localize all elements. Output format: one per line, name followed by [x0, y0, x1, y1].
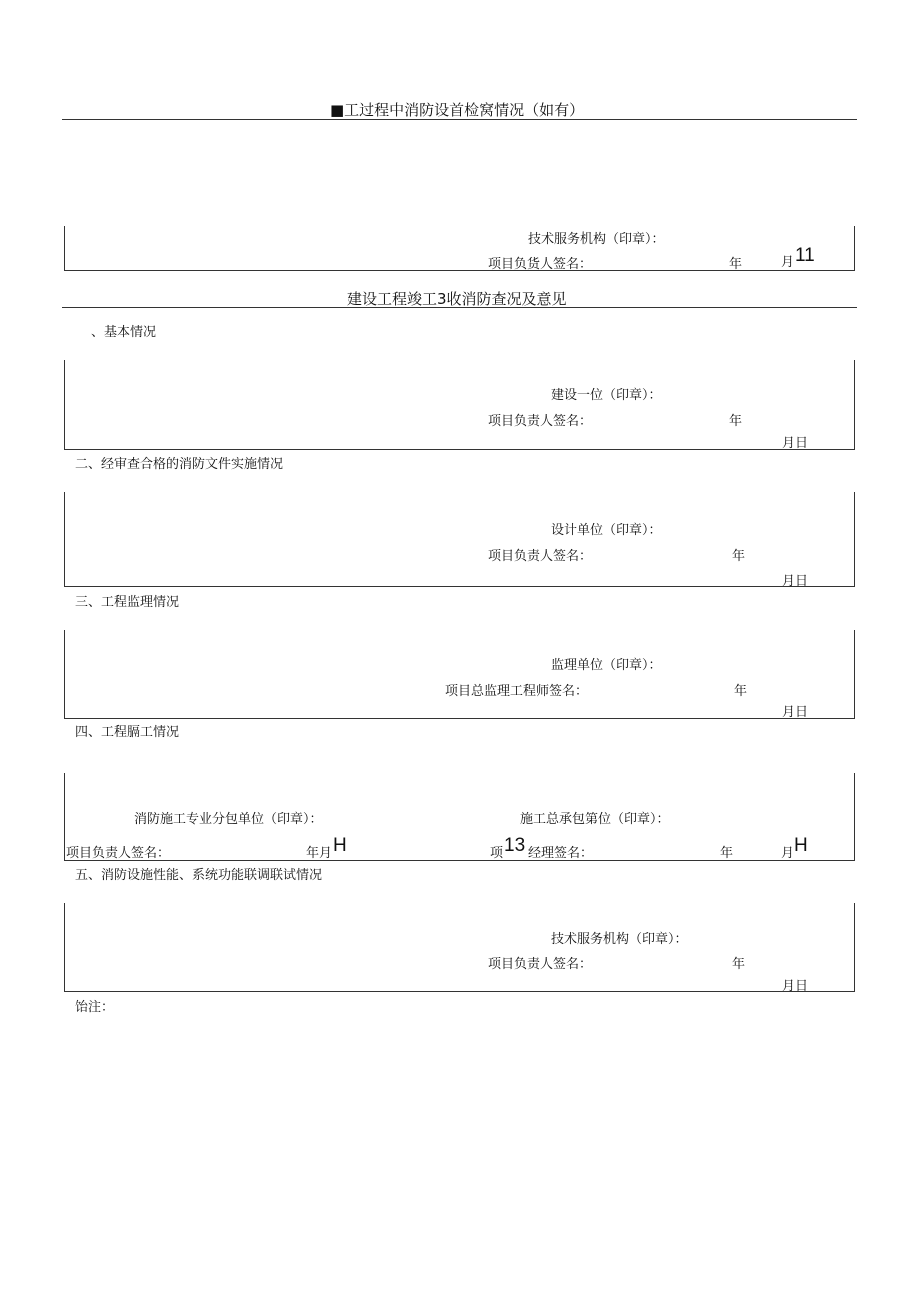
testing-box — [64, 903, 855, 992]
supervision-year: 年 — [734, 684, 748, 699]
supervision-org-label: 监理单位（印章）： — [551, 658, 662, 673]
testing-label: 五、消防设施性能、系统功能联调联试情况 — [75, 868, 323, 883]
supervision-label: 三、工程监理情况 — [75, 595, 180, 610]
testing-signer-label: 项目负责人签名： — [488, 957, 593, 972]
section1-signer-label: 项目负货人签名： — [488, 257, 593, 272]
supervision-month-day: 月日 — [782, 705, 809, 720]
basic-info-box — [64, 360, 855, 450]
construction-right-year: 年 — [720, 846, 734, 861]
section1-month-number: 11 — [795, 245, 815, 266]
construction-right-month: 月 — [781, 846, 795, 861]
testing-month-day: 月日 — [782, 979, 809, 994]
section1-heading: ■工过程中消防设首检窝情况（如有） — [330, 101, 585, 119]
basic-info-month-day: 月日 — [782, 436, 809, 451]
construction-label: 四、工程膈工情况 — [75, 725, 180, 740]
construction-main-contractor-org: 施工总承包第位（印章）： — [520, 812, 670, 827]
construction-right-signer-num: 13 — [504, 835, 526, 856]
section2-heading-rule — [62, 307, 857, 308]
design-docs-box — [64, 492, 855, 587]
section1-heading-rule — [62, 119, 857, 120]
section1-year: 年 — [729, 257, 743, 272]
design-docs-label: 二、经审查合格的消防文件实施情况 — [75, 457, 284, 472]
section1-org-label: 技术服务机构（印章）： — [528, 232, 665, 247]
construction-left-date: 年月 — [306, 846, 333, 861]
basic-info-signer-label: 项目负责人签名： — [488, 414, 593, 429]
section2-heading: 建设工程竣工3收消防查况及意见 — [347, 290, 567, 308]
construction-right-h: H — [794, 835, 808, 856]
testing-year: 年 — [732, 957, 746, 972]
basic-info-label: 、基本情况 — [91, 325, 157, 340]
construction-right-signer-pre: 项 — [490, 846, 504, 861]
design-docs-org-label: 设计单位（印章）： — [551, 523, 662, 538]
basic-info-year: 年 — [729, 414, 743, 429]
design-docs-signer-label: 项目负责人签名： — [488, 549, 593, 564]
note-label: 饴注： — [75, 1000, 115, 1015]
supervision-signer-label: 项目总监理工程师签名： — [445, 684, 589, 699]
design-docs-year: 年 — [732, 549, 746, 564]
design-docs-month-day: 月日 — [782, 574, 809, 589]
testing-org-label: 技术服务机构（印章）： — [551, 932, 688, 947]
construction-left-signer: 项目负责人签名： — [66, 846, 171, 861]
construction-right-signer-post: 经理签名： — [528, 846, 594, 861]
construction-subcontractor-org: 消防施工专业分包单位（印章）： — [134, 812, 323, 827]
construction-left-h: H — [333, 835, 347, 856]
section1-month: 月 — [781, 255, 795, 270]
supervision-box — [64, 630, 855, 719]
basic-info-org-label: 建设一位（印章）： — [551, 388, 662, 403]
